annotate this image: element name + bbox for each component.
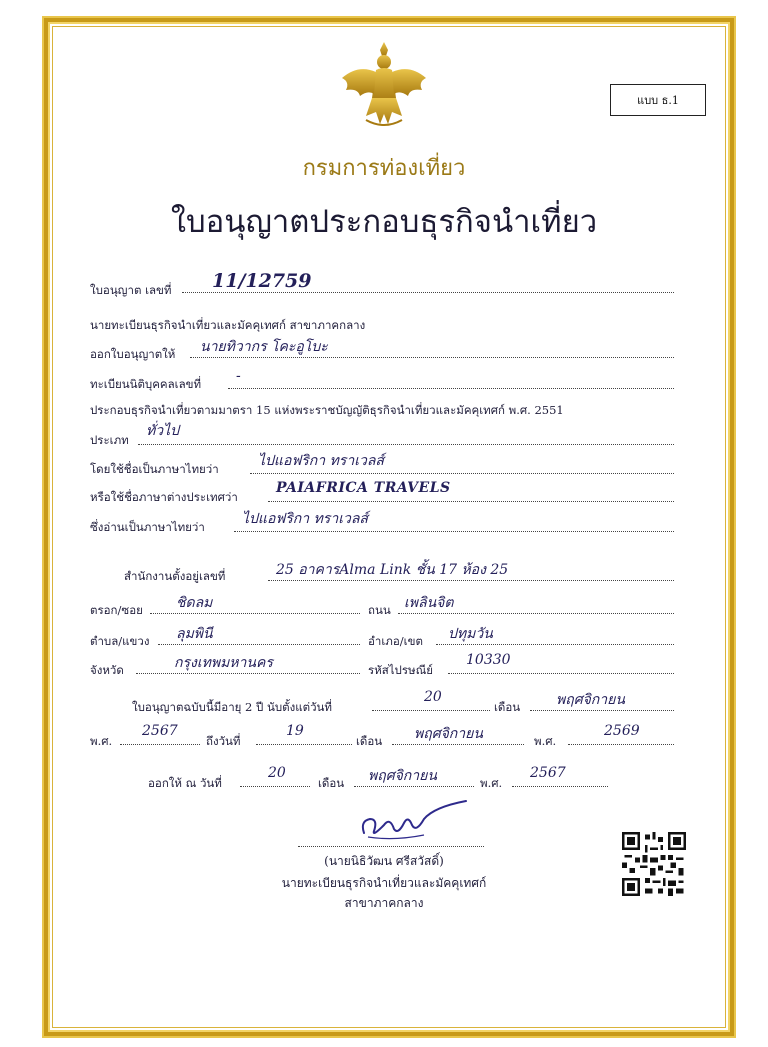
garuda-emblem-icon: [336, 38, 432, 132]
foreign-name-dotline: [268, 501, 674, 502]
issued-to-dotline: [190, 357, 674, 358]
type-label: ประเภท: [90, 433, 129, 447]
validity-start-day: 20: [424, 689, 442, 705]
district-dotline: [436, 644, 674, 645]
issued-month: พฤศจิกายน: [368, 768, 437, 784]
department-name: กรมการท่องเที่ยว: [302, 156, 466, 181]
form-code-box: แบบ ธ.1: [610, 84, 706, 116]
office-dotline: [268, 580, 674, 581]
issued-day: 20: [268, 765, 286, 781]
signature-mark: [354, 795, 484, 845]
start-year-dotline: [120, 744, 200, 745]
issued-to-name: นายทิวากร โคะอูโบะ: [200, 339, 328, 355]
issued-to-label: ออกใบอนุญาตให้: [90, 347, 176, 361]
law-line: ประกอบธุรกิจนำเที่ยวตามมาตรา 15 แห่งพระราชบัญญัติธุรกิจนำเที่ยวและมัคคุเทศก์ พ.ศ. 2551: [90, 403, 564, 417]
issued-month-dotline: [354, 786, 474, 787]
issued-year-dotline: [512, 786, 608, 787]
issued-year-label: พ.ศ.: [480, 776, 503, 790]
road-dotline: [398, 613, 674, 614]
road-value: เพลินจิต: [404, 595, 454, 611]
read-thai-label: ซึ่งอ่านเป็นภาษาไทยว่า: [90, 520, 205, 534]
office-label: สำนักงานตั้งอยู่เลขที่: [124, 569, 226, 583]
signatory-position: นายทะเบียนธุรกิจนำเที่ยวและมัคคุเทศก์: [281, 876, 487, 890]
document-title: ใบอนุญาตประกอบธุรกิจนำเที่ยว: [170, 204, 598, 240]
foreign-name: PAIAFRICA TRAVELS: [276, 480, 451, 496]
validity-start-month: พฤศจิกายน: [556, 692, 625, 708]
signatory-name: (นายนิธิวัฒน ศรีสวัสดิ์): [324, 854, 444, 868]
validity-end-month: พฤศจิกายน: [414, 726, 483, 742]
validity-intro: ใบอนุญาตฉบับนี้มีอายุ 2 ปี นับตั้งแต่วันที่: [132, 700, 332, 714]
district-label: อำเภอ/เขต: [368, 634, 423, 648]
validity-end-year: 2569: [604, 723, 640, 739]
license-label: ใบอนุญาต เลขที่: [90, 283, 172, 297]
validity-end-day: 19: [286, 723, 304, 739]
thai-name: ไปแอฟริกา ทราเวลส์: [258, 453, 384, 469]
issued-month-label: เดือน: [318, 776, 345, 790]
start-year-label: พ.ศ.: [90, 734, 113, 748]
start-month-label: เดือน: [494, 700, 521, 714]
district-value: ปทุมวัน: [448, 626, 493, 642]
issued-day-dotline: [240, 786, 310, 787]
thai-name-dotline: [250, 473, 674, 474]
subdistrict-dotline: [158, 644, 360, 645]
postcode-label: รหัสไปรษณีย์: [368, 663, 434, 677]
alley-dotline: [150, 613, 360, 614]
office-address: 25 อาคารAlma Link ชั้น 17 ห้อง 25: [276, 562, 509, 578]
subdistrict-label: ตำบล/แขวง: [90, 634, 150, 648]
validity-start-year: 2567: [142, 723, 178, 739]
until-label: ถึงวันที่: [206, 734, 241, 748]
postcode-value: 10330: [466, 652, 511, 668]
alley-value: ชิดลม: [176, 595, 213, 611]
juristic-label: ทะเบียนนิติบุคคลเลขที่: [90, 377, 202, 391]
end-month-dotline: [392, 744, 524, 745]
type-dotline: [138, 444, 674, 445]
registrar-line: นายทะเบียนธุรกิจนำเที่ยวและมัคคุเทศก์ สาขาภาคกลาง: [90, 318, 366, 332]
postcode-dotline: [448, 673, 674, 674]
signatory-branch: สาขาภาคกลาง: [344, 896, 424, 910]
start-month-dotline: [530, 710, 674, 711]
end-year-dotline: [568, 744, 674, 745]
start-day-dotline: [372, 710, 490, 711]
business-type: ทั่วไป: [146, 423, 180, 439]
end-month-label: เดือน: [356, 734, 383, 748]
end-year-label: พ.ศ.: [534, 734, 557, 748]
signature-dotline: [298, 846, 484, 847]
province-dotline: [136, 673, 360, 674]
province-value: กรุงเทพมหานคร: [174, 655, 273, 671]
road-label: ถนน: [368, 603, 391, 617]
juristic-dotline: [228, 388, 674, 389]
qr-code-icon: [622, 832, 686, 896]
thai-name-label: โดยใช้ชื่อเป็นภาษาไทยว่า: [90, 462, 219, 476]
issued-date-label: ออกให้ ณ วันที่: [148, 776, 222, 790]
province-label: จังหวัด: [90, 663, 124, 677]
license-number: 11/12759: [212, 270, 312, 292]
juristic-number: -: [236, 368, 241, 384]
alley-label: ตรอก/ซอย: [90, 603, 143, 617]
end-day-dotline: [256, 744, 352, 745]
license-dotline: [182, 292, 674, 293]
issued-year: 2567: [530, 765, 566, 781]
foreign-name-label: หรือใช้ชื่อภาษาต่างประเทศว่า: [90, 490, 238, 504]
read-thai-dotline: [234, 531, 674, 532]
subdistrict-value: ลุมพินี: [176, 626, 213, 642]
read-thai-name: ไปแอฟริกา ทราเวลส์: [242, 511, 368, 527]
